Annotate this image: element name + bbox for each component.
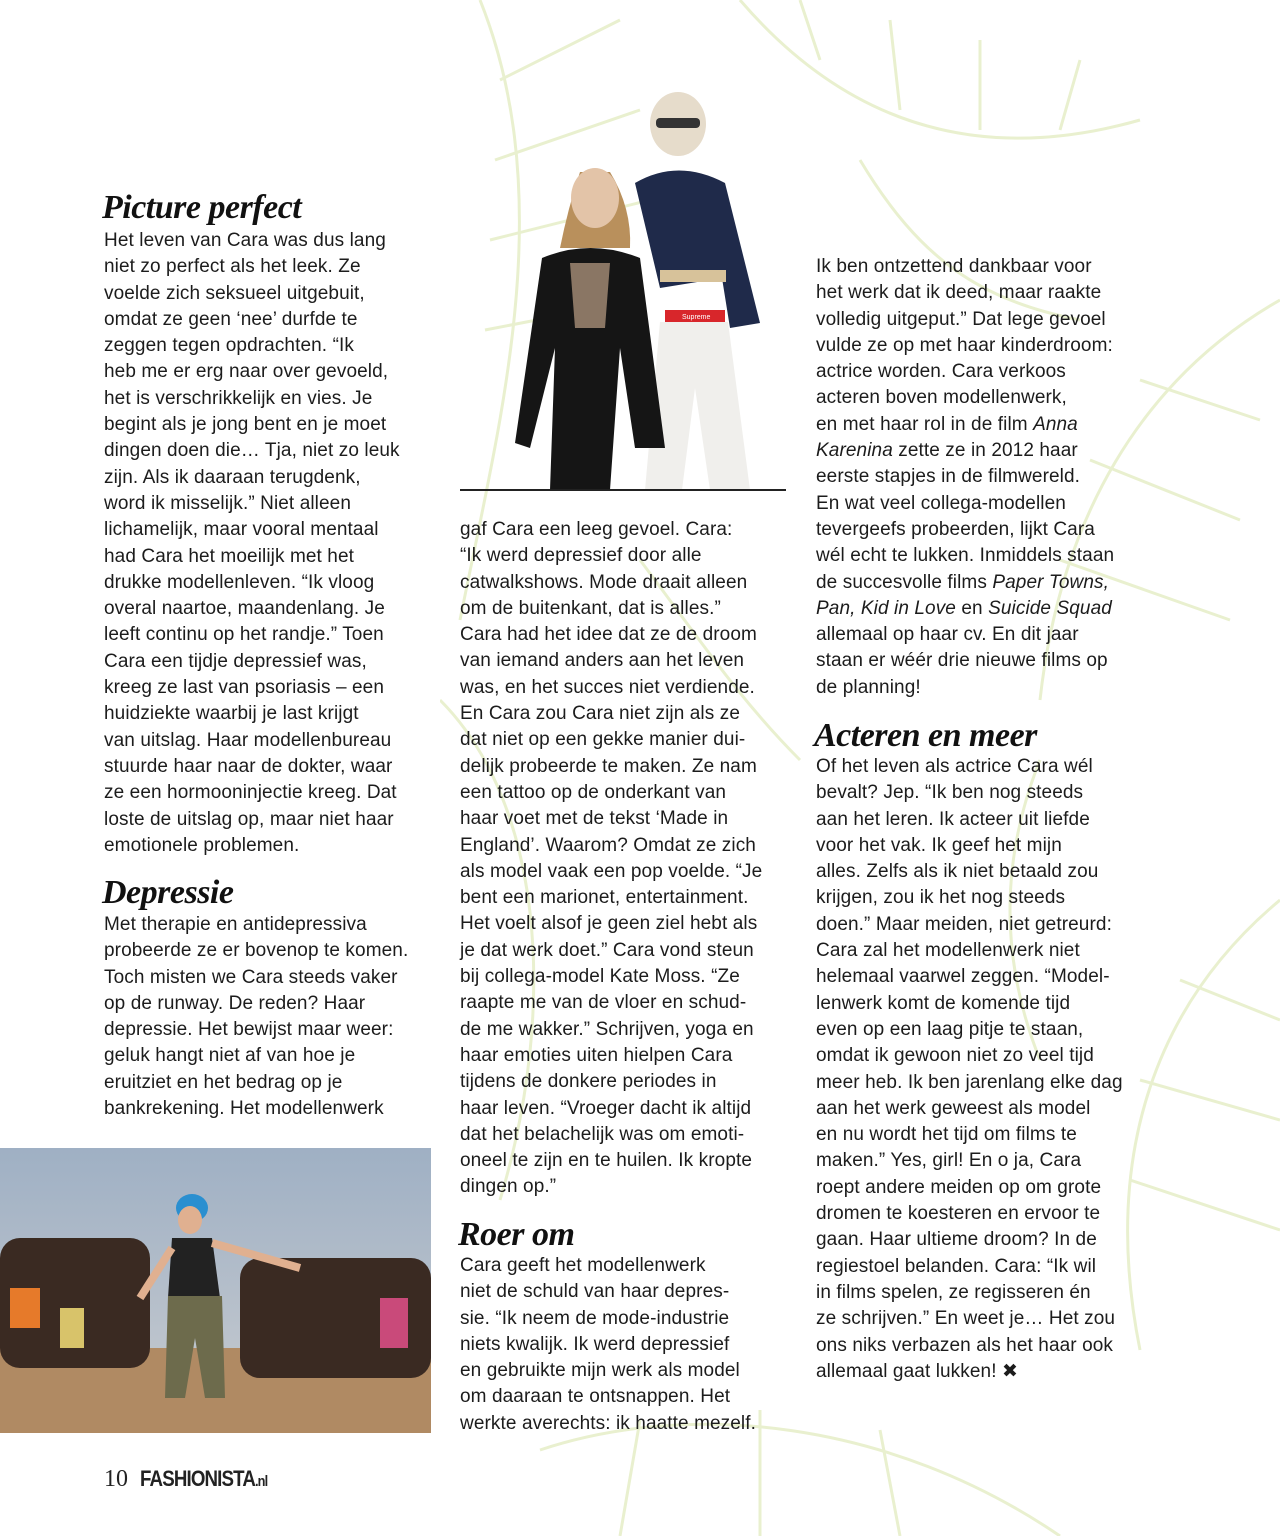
text-line: Cara had het idee dat ze de droom bbox=[460, 624, 757, 646]
text-line: oneel te zijn en te huilen. Ik kropte bbox=[460, 1150, 753, 1172]
text-line: actrice worden. Cara verkoos bbox=[816, 361, 1066, 383]
italic-title: Pan, Kid in Love bbox=[816, 597, 956, 619]
col3-paragraph-1 bbox=[816, 254, 1114, 701]
text-line: bent een marionet, entertainment. bbox=[460, 887, 749, 909]
text-line: probeerde ze er bovenop te komen. bbox=[104, 940, 409, 962]
text-line bbox=[816, 438, 1114, 464]
text-line: overal naartoe, maandenlang. Je bbox=[104, 598, 385, 620]
text-line: stuurde haar naar de dokter, waar bbox=[104, 755, 393, 777]
text-line: En wat veel collega-modellen bbox=[816, 492, 1066, 514]
text-line: werkte averechts: ik haatte mezelf. bbox=[460, 1412, 757, 1434]
text-line: voelde zich seksueel uitgebuit, bbox=[104, 282, 365, 304]
text-line: depressie. Het bewijst maar weer: bbox=[104, 1019, 394, 1041]
text-line: vulde ze op met haar kinderdroom: bbox=[816, 334, 1113, 356]
text-line: omdat ze geen ‘nee’ durfde te bbox=[104, 308, 358, 330]
col1-paragraph-1 bbox=[104, 228, 400, 859]
text-line: bij collega-model Kate Moss. “Ze bbox=[460, 966, 740, 988]
text-line: op de runway. De reden? Haar bbox=[104, 992, 366, 1014]
text-line: alles. Zelfs als ik niet betaald zou bbox=[816, 861, 1099, 883]
text-line: dingen op.” bbox=[460, 1176, 557, 1198]
text-line: krijgen, zou ik het nog steeds bbox=[816, 887, 1066, 909]
text-segment: de succesvolle films bbox=[816, 571, 993, 593]
text-line: Cara een tijdje depressief was, bbox=[104, 650, 367, 672]
text-line: en nu wordt het tijd om films te bbox=[816, 1124, 1077, 1146]
text-line: Ik ben ontzettend dankbaar voor bbox=[816, 256, 1092, 277]
text-line: Het voelt alsof je geen ziel hebt als bbox=[460, 913, 758, 935]
text-segment: en met haar rol in de film bbox=[816, 413, 1034, 435]
text-line: zeggen tegen opdrachten. “Ik bbox=[104, 335, 354, 357]
text-line: acteren boven modellenwerk, bbox=[816, 387, 1067, 409]
text-line: word ik misselijk.” Niet alleen bbox=[104, 492, 352, 514]
text-line: eerste stapjes in de filmwereld. bbox=[816, 466, 1081, 488]
text-line: en gebruikte mijn werk als model bbox=[460, 1360, 740, 1382]
text-line: van iemand anders aan het leven bbox=[460, 650, 745, 672]
text-segment: zette ze in 2012 haar bbox=[892, 440, 1078, 462]
text-line bbox=[816, 570, 1114, 596]
page-number: 10 bbox=[104, 1465, 128, 1492]
text-line: bevalt? Jep. “Ik ben nog steeds bbox=[816, 782, 1084, 804]
text-line: haar emoties uiten hielpen Cara bbox=[460, 1044, 733, 1066]
text-line: haar leven. “Vroeger dacht ik altijd bbox=[460, 1097, 752, 1119]
text-line: je dat werk doet.” Cara vond steun bbox=[460, 939, 754, 961]
col3-paragraph-2 bbox=[816, 754, 1123, 1385]
text-line: Of het leven als actrice Cara wél bbox=[816, 756, 1093, 777]
text-line: Met therapie en antidepressiva bbox=[104, 914, 367, 935]
text-line: in films spelen, ze regisseren én bbox=[816, 1281, 1091, 1303]
text-line: om de buitenkant, dat is alles.” bbox=[460, 597, 721, 619]
text-line: roept andere meiden op om grote bbox=[816, 1176, 1102, 1198]
waistband-text: Supreme bbox=[682, 314, 711, 321]
italic-title: Paper Towns, bbox=[992, 571, 1110, 593]
text-line: haar voet met de tekst ‘Made in bbox=[460, 808, 729, 830]
text-line: de me wakker.” Schrijven, yoga en bbox=[460, 1018, 754, 1040]
text-line: drukke modellenleven. “Ik vloog bbox=[104, 571, 375, 593]
text-line: loste de uitslag op, maar niet haar bbox=[104, 808, 394, 830]
text-line: England’. Waarom? Omdat ze zich bbox=[460, 834, 756, 856]
text-line: delijk probeerde te maken. Ze nam bbox=[460, 755, 757, 777]
text-line: meer heb. Ik ben jarenlang elke dag bbox=[816, 1071, 1123, 1093]
text-line: zijn. Als ik daaraan terugdenk, bbox=[104, 466, 361, 488]
brand-logo bbox=[140, 1466, 267, 1492]
photo-cara-two-looks bbox=[460, 88, 786, 490]
text-line: regiestoel belanden. Cara: “Ik wil bbox=[816, 1255, 1097, 1277]
brand-suffix: .nl bbox=[254, 1473, 268, 1490]
text-line: catwalkshows. Mode draait alleen bbox=[460, 571, 748, 593]
text-line: ze een hormooninjectie kreeg. Dat bbox=[104, 782, 397, 804]
text-line: aan het leren. Ik acteer uit liefde bbox=[816, 808, 1090, 830]
text-line: wél echt te lukken. Inmiddels staan bbox=[816, 545, 1115, 567]
text-line: aan het werk geweest als model bbox=[816, 1097, 1091, 1119]
text-line: Toch misten we Cara steeds vaker bbox=[104, 966, 398, 988]
text-line: huidziekte waarbij je last krijgt bbox=[104, 703, 359, 725]
text-line: lichamelijk, maar vooral mentaal bbox=[104, 519, 379, 541]
heading-depressie: Depressie bbox=[102, 874, 234, 911]
text-line: had Cara het moeilijk met het bbox=[104, 545, 355, 567]
text-line: eruitziet en het bedrag op je bbox=[104, 1071, 343, 1093]
text-line: helemaal vaarwel zeggen. “Model- bbox=[816, 966, 1110, 988]
brand-name: FASHIONISTA bbox=[140, 1466, 255, 1491]
text-line: een tattoo op de onderkant van bbox=[460, 781, 727, 803]
col2-paragraph-1 bbox=[460, 517, 762, 1201]
text-line: heb me er erg naar over gevoeld, bbox=[104, 361, 389, 383]
text-line: doen.” Maar meiden, niet getreurd: bbox=[816, 913, 1112, 935]
text-line: voor het vak. Ik geef het mijn bbox=[816, 834, 1062, 856]
heading-roer-om: Roer om bbox=[458, 1216, 575, 1253]
text-line: allemaal op haar cv. En dit jaar bbox=[816, 624, 1079, 646]
text-line: dat niet op een gekke manier dui- bbox=[460, 729, 746, 751]
text-line: gaan. Haar ultieme droom? In de bbox=[816, 1229, 1097, 1251]
text-line: dromen te koesteren en ervoor te bbox=[816, 1203, 1101, 1225]
text-line: staan er wéér drie nieuwe films op bbox=[816, 650, 1108, 672]
text-line: als model vaak een pop voelde. “Je bbox=[460, 860, 763, 882]
text-line: omdat ik gewoon niet zo veel tijd bbox=[816, 1045, 1094, 1067]
text-line: lenwerk komt de komende tijd bbox=[816, 992, 1071, 1014]
text-line: tijdens de donkere periodes in bbox=[460, 1071, 717, 1093]
text-line: de planning! bbox=[816, 676, 921, 698]
text-segment: en bbox=[955, 597, 989, 619]
heading-acteren-en-meer: Acteren en meer bbox=[814, 717, 1037, 754]
text-line: Het leven van Cara was dus lang bbox=[104, 230, 386, 251]
text-line: begint als je jong bent en je moet bbox=[104, 414, 387, 436]
text-line: was, en het succes niet verdiende. bbox=[460, 676, 755, 698]
text-line: het is verschrikkelijk en vies. Je bbox=[104, 387, 373, 409]
text-line: even op een laag pitje te staan, bbox=[816, 1018, 1084, 1040]
text-line: Cara geeft het modellenwerk bbox=[460, 1255, 706, 1276]
text-line: leeft continu op het randje.” Toen bbox=[104, 624, 384, 646]
text-line: van uitslag. Haar modellenbureau bbox=[104, 729, 392, 751]
text-line: ons niks verbazen als het haar ook bbox=[816, 1334, 1114, 1356]
italic-title: Karenina bbox=[816, 440, 893, 462]
text-line bbox=[816, 596, 1114, 622]
photo-divider-rule bbox=[460, 489, 786, 491]
text-line: niets kwalijk. Ik werd depressief bbox=[460, 1333, 730, 1355]
text-line: om daaraan te ontsnappen. Het bbox=[460, 1386, 731, 1408]
text-line: emotionele problemen. bbox=[104, 834, 300, 856]
photo-cara-dancing-with-children bbox=[0, 1148, 431, 1433]
text-line: dat het belachelijk was om emoti- bbox=[460, 1123, 745, 1145]
text-line: ze schrijven.” En weet je… Het zou bbox=[816, 1308, 1116, 1330]
text-line: En Cara zou Cara niet zijn als ze bbox=[460, 703, 740, 725]
text-line: volledig uitgeput.” Dat lege gevoel bbox=[816, 308, 1106, 330]
text-line: niet de schuld van haar depres- bbox=[460, 1281, 730, 1303]
italic-title: Suicide Squad bbox=[988, 597, 1112, 619]
col1-paragraph-2 bbox=[104, 912, 408, 1122]
text-line: maken.” Yes, girl! En o ja, Cara bbox=[816, 1150, 1082, 1172]
text-line: geluk hangt niet af van hoe je bbox=[104, 1045, 356, 1067]
heading-picture-perfect: Picture perfect bbox=[102, 189, 302, 226]
text-line: dingen doen die… Tja, niet zo leuk bbox=[104, 440, 400, 462]
text-line: Cara zal het modellenwerk niet bbox=[816, 940, 1080, 962]
text-line: niet zo perfect als het leek. Ze bbox=[104, 256, 361, 278]
text-line: sie. “Ik neem de mode-industrie bbox=[460, 1307, 730, 1329]
text-line: raapte me van de vloer en schud- bbox=[460, 992, 747, 1014]
text-line bbox=[816, 412, 1114, 438]
text-line: gaf Cara een leeg gevoel. Cara: bbox=[460, 519, 733, 540]
text-line: allemaal gaat lukken! ✖ bbox=[816, 1360, 1018, 1382]
text-line: “Ik werd depressief door alle bbox=[460, 545, 702, 567]
text-line: tevergeefs probeerden, lijkt Cara bbox=[816, 518, 1095, 540]
text-line: kreeg ze last van psoriasis – een bbox=[104, 677, 385, 699]
page-footer bbox=[104, 1462, 290, 1496]
text-line: het werk dat ik deed, maar raakte bbox=[816, 282, 1102, 304]
text-line: bankrekening. Het modellenwerk bbox=[104, 1098, 384, 1120]
italic-title: Anna bbox=[1033, 413, 1078, 435]
col2-paragraph-2 bbox=[460, 1253, 756, 1437]
